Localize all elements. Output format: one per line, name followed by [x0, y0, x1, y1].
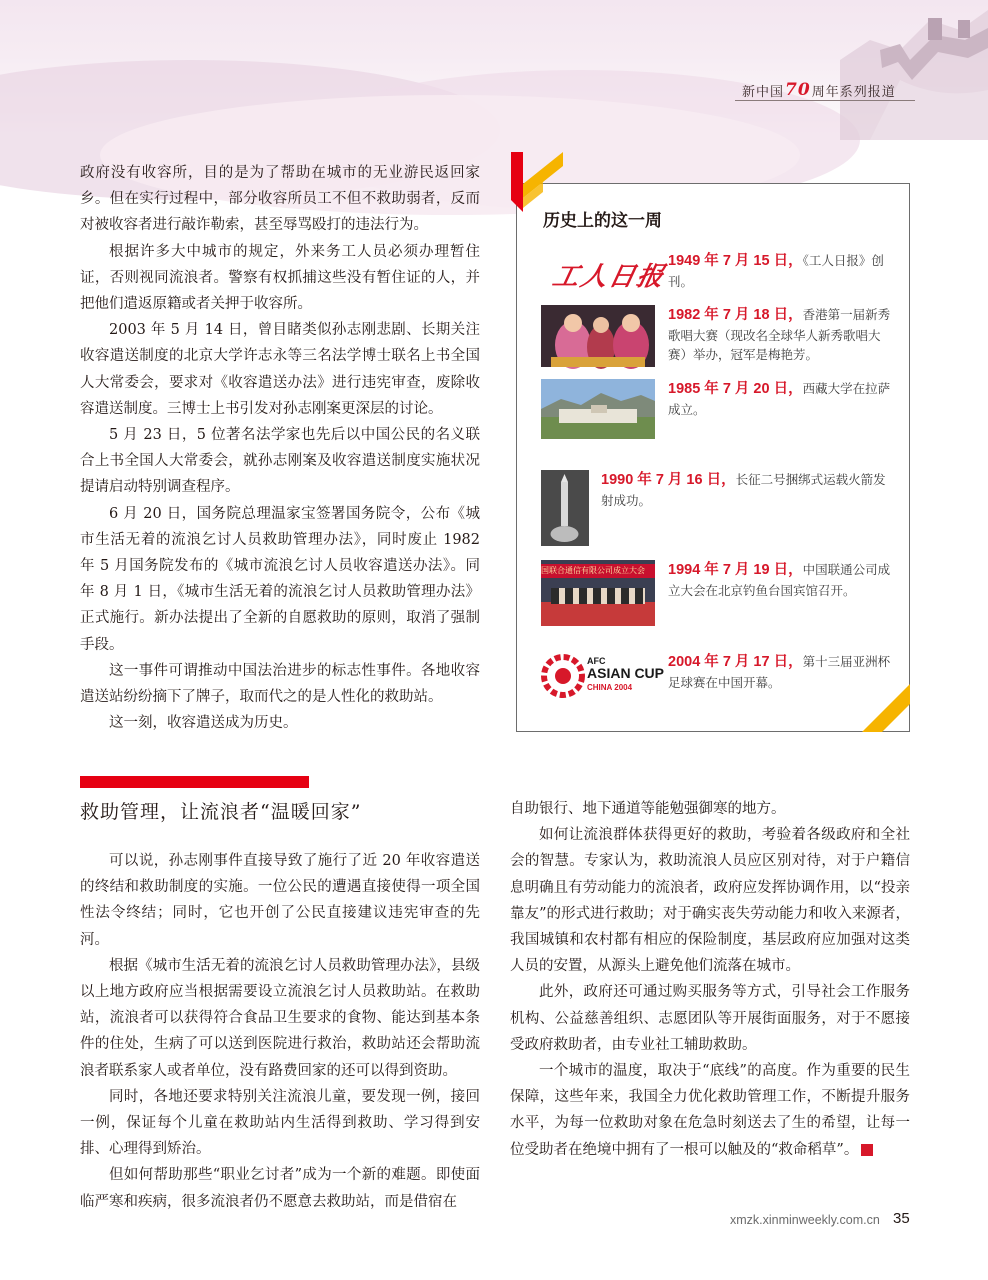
unicom-meeting-photo [541, 560, 655, 626]
asian-cup-logo [541, 650, 665, 710]
meeting-attendees [551, 588, 645, 604]
china-2004-label: CHINA 2004 [587, 683, 633, 692]
afc-label: AFC [587, 656, 606, 666]
event-2004 [668, 652, 893, 692]
series-underline [735, 100, 915, 101]
paragraph: 可以说，孙志刚事件直接导致了施行了近 20 年收容遣送的终结和救助制度的实施。一位公民的遭遇直接使得一项全国性法令终结；同时，它也开创了公民直接建议违宪审查的先河。 [80, 853, 480, 948]
paragraph [510, 1058, 910, 1163]
event-1985 [668, 379, 893, 419]
paragraph: 根据《城市生活无着的流浪乞讨人员救助管理办法》，县级以上地方政府应当根据需要设立流浪乞讨人员救助站。在救助站，流浪者可以获得符合食品卫生要求的食物、能达到基本条件的住处，生病了可以送到医院进行救治，救助站还会帮助流浪者联系家人或者单位，没有路费回家的还可以得到资助。 [80, 957, 480, 1079]
section-title: 救助管理，让流浪者“温暖回家” [80, 801, 362, 823]
paragraph: 这一刻，收容遣送成为历史。 [109, 715, 298, 732]
paragraph: 政府没有收容所，目的是为了帮助在城市的无业游民返回家乡。但在实行过程中，部分收容所员工不但不救助弱者，反而对被收容者进行敲诈勒索，甚至辱骂殴打的违法行为。 [80, 165, 480, 234]
paragraph: 6 月 20 日，国务院总理温家宝签署国务院令，公布《城市生活无着的流浪乞讨人员救助管理办法》，同时废止 1982 年 5 月国务院发布的《城市流浪乞讨人员收容遣送办法》。同年 8 月 1 日，《城市生活无着的流浪乞讨人员救助管理办法》正式施行。新办法提出了全新的自愿救助的原则，取消了强制手段。 [80, 505, 480, 653]
paragraph: 根据许多大中城市的规定，外来务工人员必须办理暂住证，否则视同流浪者。警察有权抓捕这些没有暂住证的人，并把他们遣返原籍或者关押于收容所。 [80, 243, 480, 313]
corner-decoration [503, 152, 563, 212]
paragraph: 2003 年 5 月 14 日，曾目睹类似孙志刚悲剧、长期关注收容遣送制度的北京大学许志永等三名法学博士联名上书全国人大常委会，要求对《收容遣送办法》进行违宪审查，废除收容遣送制度。三博士上书引发对孙志刚案更深层的讨论。 [80, 322, 480, 417]
singers-photo [541, 305, 655, 367]
meeting-banner: 国联合通信有限公司成立大会 [541, 564, 655, 578]
event-date: 1990 年 7 月 16 日， [601, 472, 736, 488]
article-column-left-top [80, 160, 480, 736]
sidebar-title: 历史上的这一周 [543, 211, 662, 231]
asian-cup-label: ASIAN CUP [587, 665, 665, 681]
event-date: 2004 年 7 月 17 日， [668, 654, 803, 670]
tibet-university-photo [541, 379, 655, 439]
paragraph: 同时，各地还要求特别关注流浪儿童，要发现一例，接回一例，保证每个儿童在救助站内生活得到救助、学习得到安排、心理得到矫治。 [80, 1088, 480, 1158]
paragraph: 此外，政府还可通过购买服务等方式，引导社会工作服务机构、公益慈善组织、志愿团队等开展街面服务，对于不愿接受政府救助者，由专业社工辅助救助。 [510, 984, 910, 1053]
event-date: 1949 年 7 月 15 日， [668, 253, 803, 269]
paragraph: 这一事件可谓推动中国法治进步的标志性事件。各地收容遣送站纷纷摘下了牌子，取而代之的是人性化的救助站。 [80, 662, 480, 706]
series-tag [742, 80, 896, 100]
section-red-bar [80, 776, 309, 788]
page-number: 35 [893, 1210, 910, 1227]
series-prefix: 新中国 [742, 84, 785, 100]
end-mark-icon: 民 [861, 1144, 873, 1156]
event-1994 [668, 560, 893, 600]
paragraph: 自助银行、地下通道等能勉强御寒的地方。 [510, 801, 786, 817]
rocket-launch-photo [541, 470, 589, 546]
event-desc: 香港第一届新秀歌唱大赛（现改名全球华人新秀歌唱大赛）举办，冠军是梅艳芳。 [668, 307, 891, 362]
asian-cup-emblem-icon [541, 654, 585, 698]
event-desc: 第十三届亚洲杯足球赛在中国开幕。 [668, 654, 891, 690]
paragraph: 如何让流浪群体获得更好的救助，考验着各级政府和全社会的智慧。专家认为，救助流浪人员应区别对待，对于户籍信息明确且有劳动能力的流浪者，政府应发挥协调作用，以“投亲靠友”的形式进行救助；对于确实丧失劳动能力和收入来源者，我国城镇和农村都有相应的保险制度，基层政府应加强对这类人员的安置，从源头上避免他们流落在城市。 [510, 827, 910, 975]
meeting-table [541, 602, 655, 626]
event-date: 1982 年 7 月 18 日， [668, 307, 803, 323]
header-banner [0, 0, 988, 140]
paragraph: 但如何帮助那些“职业乞讨者”成为一个新的难题。即使面临严寒和疾病，很多流浪者仍不愿意去救助站，而是借宿在 [80, 1167, 480, 1210]
event-date: 1994 年 7 月 19 日， [668, 562, 803, 578]
article-column-left-bottom [80, 848, 480, 1215]
paragraph-text: 一个城市的温度，取决于“底线”的高度。作为重要的民生保障，这些年来，我国全力优化救助管理工作，不断提升服务水平，为每一位救助对象在危急时刻送去了生的希望，让每一位受助者在绝境中拥有了一根可以触及的“救命稻草”。 [510, 1063, 910, 1158]
workers-daily-logo: 工人日报 [549, 262, 669, 292]
series-suffix: 周年系列报道 [811, 84, 896, 100]
great-wall-illustration [840, 0, 988, 140]
event-desc: 西藏大学在拉萨成立。 [668, 381, 891, 417]
paragraph: 5 月 23 日，5 位著名法学家也先后以中国公民的名义联合上书全国人大常委会，就孙志刚案及收容遣送制度实施状况提请启动特别调查程序。 [80, 427, 480, 496]
event-desc: 中国联通公司成立大会在北京钓鱼台国宾馆召开。 [668, 562, 891, 598]
event-1990 [601, 470, 893, 510]
event-desc: 长征二号捆绑式运载火箭发射成功。 [601, 472, 886, 508]
footer-url: xmzk.xinminweekly.com.cn [730, 1213, 880, 1227]
article-column-right-bottom [510, 796, 910, 1163]
event-date: 1985 年 7 月 20 日， [668, 381, 803, 397]
event-desc: 《工人日报》创刊。 [668, 253, 884, 289]
event-1982 [668, 305, 893, 365]
series-number: 70 [785, 80, 811, 100]
event-1949 [668, 251, 893, 291]
